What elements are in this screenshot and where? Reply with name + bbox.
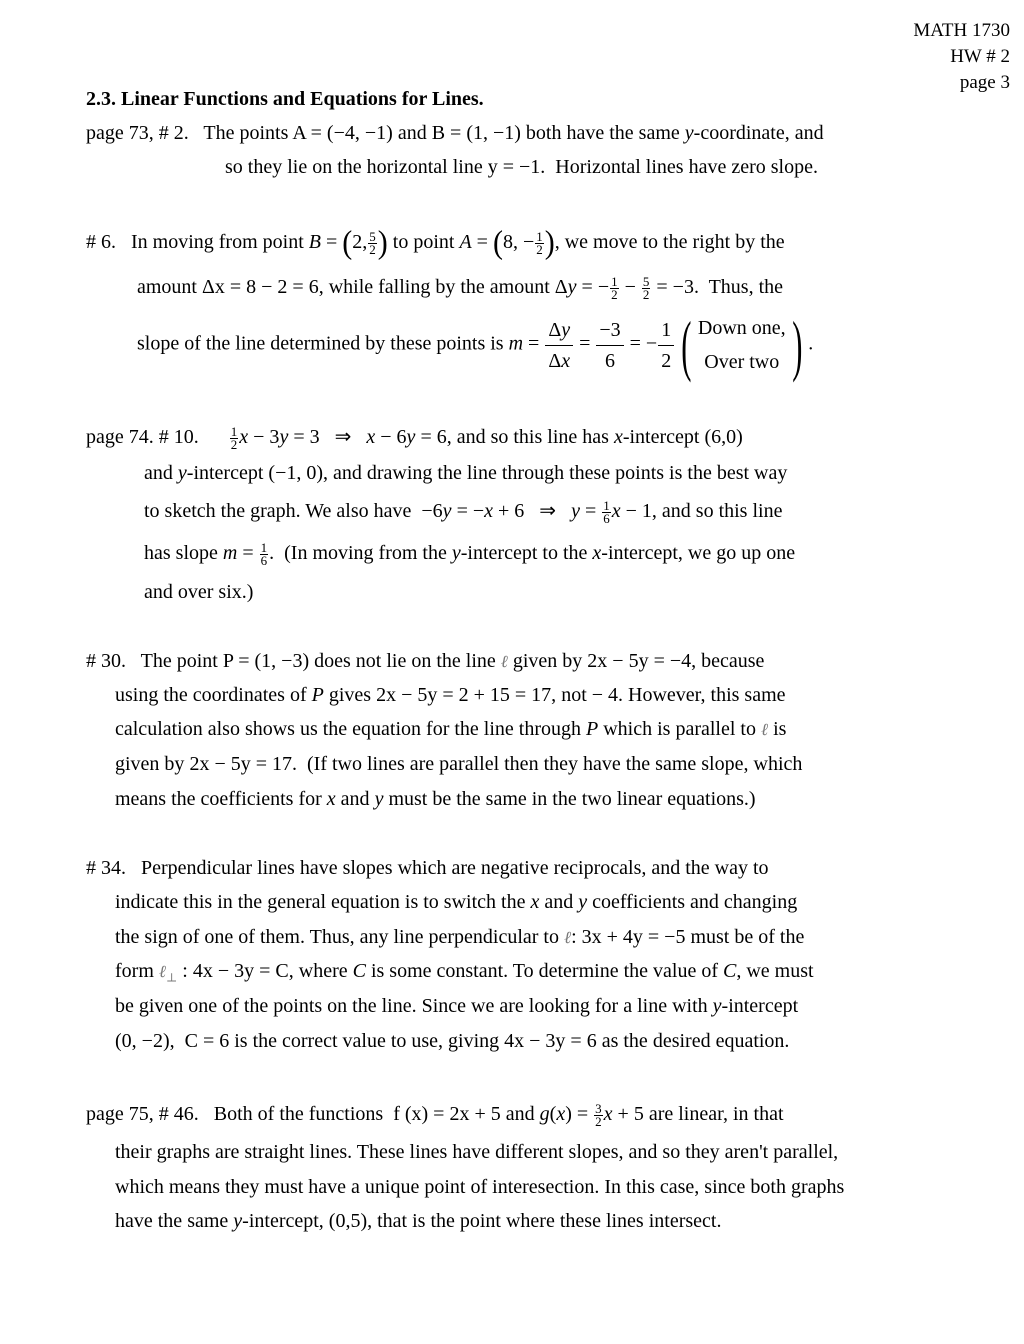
problem-34-line-4: form ℓ$_\perp$ : 4x − 3y = C, where C is some constant. To determine the value of C, we must <box>115 960 814 985</box>
problem-30-label: # 30. <box>86 650 126 672</box>
problem-34-label: # 34. <box>86 857 126 879</box>
problem-6-line-2: amount Δx = 8 − 2 = 6, while falling by the amount Δy = − $\frac{1}{2}$ − $\frac{5}{2}$ = −3. Thus, the <box>137 273 784 302</box>
problem-10-line-4: has slope m = $\frac{1}{6}$ . (In moving from the y-intercept to the x-intercept, we go up one <box>144 539 796 568</box>
problem-10-line-2: and y-intercept (−1, 0), and drawing the line through these points is the best way <box>144 462 788 484</box>
problem-46-line-4: have the same y-intercept, (0,5), that is the point where these lines intersect. <box>115 1210 722 1232</box>
problem-46-label: page 75, # 46. <box>86 1103 199 1125</box>
problem-10-line-1: page 74. # 10. $\frac{1}{2}$ x − 3y = 3 ⇒ x − 6y = 6, and so this line has x-intercept (6,0) <box>86 423 743 452</box>
problem-46-line-1: page 75, # 46. Both of the functions f (x) = 2x + 5 and g(x) = $\frac{3}{2}$ x + 5 are linear, in that <box>86 1100 784 1129</box>
problem-30-line-1: # 30. The point P = (1, −3) does not lie on the line ℓ given by 2x − 5y = −4, because <box>86 650 765 672</box>
problem-30-line-3: calculation also shows us the equation for the line through P which is parallel to ℓ is <box>115 718 787 740</box>
problem-46-line-2: their graphs are straight lines. These lines have different slopes, and so they aren't parallel, <box>115 1141 839 1163</box>
problem-30-line-4: given by 2x − 5y = 17. (If two lines are parallel then they have the same slope, which <box>115 753 803 775</box>
problem-6-label: # 6. <box>86 231 116 253</box>
page-number: page 3 <box>959 72 1010 93</box>
problem-6-line-1: # 6. In moving from point B = (2, $\frac{5}{2}$ ) to point A = (8, − $\frac{1}{2}$ ), we move to the right by the <box>86 224 785 262</box>
problem-34-line-1: # 34. Perpendicular lines have slopes which are negative reciprocals, and the way to <box>86 857 769 879</box>
problem-10-line-3: to sketch the graph. We also have −6y = −x + 6 ⇒ y = $\frac{1}{6}$ x − 1, and so this line <box>144 497 783 526</box>
problem-34-line-3: the sign of one of them. Thus, any line perpendicular to ℓ: 3x + 4y = −5 must be of the <box>115 926 805 948</box>
problem-2-line-2: so they lie on the horizontal line y = −1. Horizontal lines have zero slope. <box>225 156 818 178</box>
problem-2-line-1: page 73, # 2. The points A = (−4, −1) and B = (1, −1) both have the same y-coordinate, and <box>86 122 824 144</box>
course-label: MATH 1730 <box>913 20 1010 41</box>
homework-label: HW # 2 <box>950 46 1010 67</box>
problem-2-label: page 73, # 2. <box>86 122 189 144</box>
problem-10-label: page 74. # 10. <box>86 426 199 448</box>
slope-note: Down one, Over two <box>697 317 786 373</box>
problem-34-line-2: indicate this in the general equation is to switch the x and y coefficients and changing <box>115 891 798 913</box>
problem-6-line-3: slope of the line determined by these points is m = $\frac{\Delta y}{\Delta x}$ = $\frac{-3}{6}$ = − $\frac{1}{2}$ ( Down one, Over two ) . <box>137 307 814 383</box>
problem-30-line-2: using the coordinates of P gives 2x − 5y = 2 + 15 = 17, not − 4. However, this same <box>115 684 786 706</box>
problem-30-line-5: means the coefficients for x and y must be the same in the two linear equations.) <box>115 788 756 810</box>
section-title: 2.3. Linear Functions and Equations for Lines. <box>86 88 484 110</box>
problem-10-line-5: and over six.) <box>144 581 254 603</box>
problem-34-line-6: (0, −2), C = 6 is the correct value to use, giving 4x − 3y = 6 as the desired equation. <box>115 1030 790 1052</box>
problem-46-line-3: which means they must have a unique point of interesection. In this case, since both graphs <box>115 1176 845 1198</box>
problem-34-line-5: be given one of the points on the line. Since we are looking for a line with y-intercept <box>115 995 799 1017</box>
